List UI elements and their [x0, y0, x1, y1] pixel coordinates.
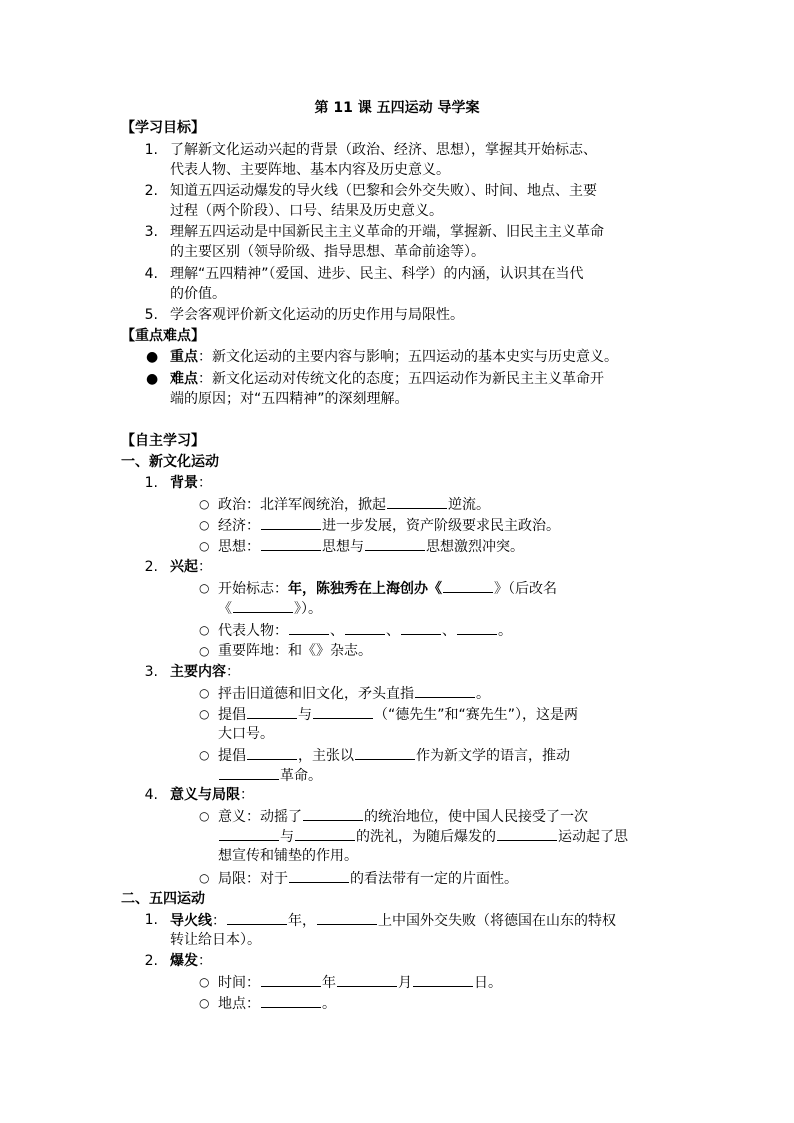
- item-number: 4.: [144, 787, 158, 803]
- fill-blank[interactable]: [313, 704, 373, 719]
- section-may-fourth-movement: 二、五四运动: [121, 891, 205, 907]
- fill-blank[interactable]: [401, 620, 441, 635]
- background-thought: 思想： 思想与 思想激烈冲突。: [218, 536, 524, 557]
- difficult-label: 难点: [170, 371, 198, 387]
- keypoints-heading: 【重点难点】: [121, 328, 205, 344]
- content-advocate-cont: 大口号。: [218, 726, 274, 742]
- fill-blank[interactable]: [457, 620, 497, 635]
- significance-label: 意义与局限: [170, 787, 240, 803]
- bullet-icon: ●: [146, 371, 159, 387]
- fill-blank[interactable]: [387, 494, 447, 509]
- objective-number: 2.: [144, 183, 158, 199]
- objective-text: 的价值。: [170, 286, 226, 302]
- item-number: 2.: [144, 559, 158, 575]
- trigger-text-cont: 转让给日本）。: [170, 932, 261, 948]
- circle-bullet-icon: ○: [199, 623, 210, 637]
- fill-blank[interactable]: [443, 578, 493, 593]
- fill-blank[interactable]: [413, 972, 473, 987]
- objectives-heading: 【学习目标】: [121, 120, 205, 136]
- worksheet-page: 第 11 课 五四运动 导学案 【学习目标】 1. 了解新文化运动兴起的背景（政治、经济、思想），掌握其开始标志、 代表人物、主要阵地、基本内容及历史意义。 2. 知道五四运动爆发的导火线（巴黎和会外交失败）、时间、地点、主要 过程（两个阶段）、口号、结果及历史意义。 3. 理解五四运动是中国新民主主义革命的开端，掌握新、旧民主主义革命 的主要区别（领导阶级、指导思想、革命前途等）。 4. 理解“五四精神”（爱国、进步、民主、科学）的内涵，认识其在当代 的价值。 5. 学会客观评价新文化运动的历史作用与局限性。 【重点难点】 ● 重点：新文化运动的主要内容与影响；五四运动的基本史实与历史意义。 ● 难点：新文化运动对传统文化的态度；五四运动作为新民主主义革命开 端的原因；对“五四精神”的深刻理解。 【自主学习】 一、新文化运动 1. 背景： ○ 政治：北洋军阀统治，掀起 逆流。 ○ 经济： 进一步发展，资产阶级要求民主政治。 ○ 思想： 思想与 思想激烈冲突。 2. 兴起： ○ 开始标志：年，陈独秀在上海创办《 》（后改名 《 》）。 ○ 代表人物： 、 、 、 。 ○ 重要阵地：和《》杂志。 3. 主要内容： ○ 抨击旧道德和旧文化，矛头直指 。 ○ 提倡 与 （“德先生”和“赛先生”），这是两 大口号。 ○ 提倡 ，主张以 作为新文学的语言，推动 革命。 4. 意义与局限： ○ 意义：动摇了 的统治地位，使中国人民接受了一次 与 的洗礼，为随后爆发的 运动起了思 想宣传和铺垫的作用。 ○ 局限：对于 的看法带有一定的片面性。 二、五四运动 1. 导火线： 年， 上中国外交失败（将德国在山东的特权 转让给日本）。 2. 爆发： ○ 时间： 年 月 日。 ○ 地点： 。: [0, 0, 794, 1123]
- fill-blank[interactable]: [415, 683, 475, 698]
- fill-blank[interactable]: [289, 868, 349, 883]
- objective-number: 1.: [144, 142, 158, 158]
- fill-blank[interactable]: [261, 993, 321, 1008]
- item-number: 2.: [144, 953, 158, 969]
- page-title: 第 11 课 五四运动 导学案: [314, 100, 480, 116]
- circle-bullet-icon: ○: [199, 975, 210, 989]
- main-content-label: 主要内容: [170, 664, 226, 680]
- rise-label: 兴起: [170, 559, 198, 575]
- limitation-text: 局限：对于 的看法带有一定的片面性。: [218, 868, 518, 889]
- fill-blank[interactable]: [227, 910, 287, 925]
- circle-bullet-icon: ○: [199, 809, 210, 823]
- objective-text: 知道五四运动爆发的导火线（巴黎和会外交失败）、时间、地点、主要: [170, 183, 597, 199]
- item-number: 1.: [144, 912, 158, 928]
- fill-blank[interactable]: [219, 826, 279, 841]
- objective-text: 了解新文化运动兴起的背景（政治、经济、思想），掌握其开始标志、: [170, 142, 597, 158]
- outbreak-label: 爆发: [170, 953, 198, 969]
- objective-text: 的主要区别（领导阶级、指导思想、革命前途等）。: [170, 244, 485, 260]
- fill-blank[interactable]: [345, 620, 385, 635]
- trigger-label: 导火线: [170, 913, 212, 929]
- background-economy: 经济： 进一步发展，资产阶级要求民主政治。: [218, 515, 560, 536]
- fill-blank[interactable]: [261, 515, 321, 530]
- significance-text-cont: 与 的洗礼，为随后爆发的 运动起了思: [218, 826, 628, 847]
- outbreak-time: 时间： 年 月 日。: [218, 972, 502, 993]
- focus-label: 重点: [170, 349, 198, 365]
- circle-bullet-icon: ○: [199, 539, 210, 553]
- circle-bullet-icon: ○: [199, 686, 210, 700]
- content-advocate-vernacular-cont: 革命。: [218, 765, 322, 786]
- fill-blank[interactable]: [233, 598, 293, 613]
- fill-blank[interactable]: [355, 745, 415, 760]
- difficult-text: ：新文化运动对传统文化的态度；五四运动作为新民主主义革命开: [198, 371, 604, 387]
- fill-blank[interactable]: [303, 806, 363, 821]
- fill-blank[interactable]: [337, 972, 397, 987]
- background-politics: 政治：北洋军阀统治，掀起 逆流。: [218, 494, 490, 515]
- circle-bullet-icon: ○: [199, 518, 210, 532]
- rise-position: 重要阵地：和《》杂志。: [218, 643, 372, 659]
- significance-text-end: 想宣传和铺垫的作用。: [218, 848, 358, 864]
- fill-blank[interactable]: [365, 536, 425, 551]
- item-number: 1.: [144, 475, 158, 491]
- circle-bullet-icon: ○: [199, 644, 210, 658]
- trigger-text: 导火线： 年， 上中国外交失败（将德国在山东的特权: [170, 910, 616, 931]
- circle-bullet-icon: ○: [199, 871, 210, 885]
- fill-blank[interactable]: [261, 536, 321, 551]
- fill-blank[interactable]: [261, 972, 321, 987]
- circle-bullet-icon: ○: [199, 497, 210, 511]
- outbreak-place: 地点： 。: [218, 993, 336, 1014]
- self-study-heading: 【自主学习】: [121, 433, 205, 449]
- objective-text: 过程（两个阶段）、口号、结果及历史意义。: [170, 203, 443, 219]
- bullet-icon: ●: [146, 349, 159, 365]
- objective-text: 理解五四运动是中国新民主主义革命的开端，掌握新、旧民主主义革命: [170, 224, 604, 240]
- fill-blank[interactable]: [497, 826, 557, 841]
- fill-blank[interactable]: [295, 826, 355, 841]
- circle-bullet-icon: ○: [199, 581, 210, 595]
- content-attack: 抨击旧道德和旧文化，矛头直指 。: [218, 683, 490, 704]
- fill-blank[interactable]: [219, 765, 279, 780]
- rise-representatives: 代表人物： 、 、 、 。: [218, 620, 512, 641]
- circle-bullet-icon: ○: [199, 707, 210, 721]
- rise-start-sign-cont: 《 》）。: [218, 598, 322, 619]
- objective-number: 5.: [144, 307, 158, 323]
- fill-blank[interactable]: [289, 620, 329, 635]
- fill-blank[interactable]: [247, 745, 297, 760]
- objective-text: 理解“五四精神”（爱国、进步、民主、科学）的内涵，认识其在当代: [170, 266, 584, 282]
- circle-bullet-icon: ○: [199, 996, 210, 1010]
- item-number: 3.: [144, 664, 158, 680]
- content-advocate-vernacular: 提倡 ，主张以 作为新文学的语言，推动: [218, 745, 570, 766]
- rise-start-sign: 开始标志：年，陈独秀在上海创办《 》（后改名: [218, 578, 557, 599]
- significance-text: 意义：动摇了 的统治地位，使中国人民接受了一次: [218, 806, 588, 827]
- section-new-culture-movement: 一、新文化运动: [121, 454, 219, 470]
- objective-number: 3.: [144, 224, 158, 240]
- background-label: 背景: [170, 475, 198, 491]
- focus-text: ：新文化运动的主要内容与影响；五四运动的基本史实与历史意义。: [198, 349, 618, 365]
- fill-blank[interactable]: [317, 910, 377, 925]
- circle-bullet-icon: ○: [199, 748, 210, 762]
- difficult-text: 端的原因；对“五四精神”的深刻理解。: [170, 391, 409, 407]
- content-advocate-democracy-science: 提倡 与 （“德先生”和“赛先生”），这是两: [218, 704, 578, 725]
- objective-text: 代表人物、主要阵地、基本内容及历史意义。: [170, 162, 450, 178]
- fill-blank[interactable]: [247, 704, 297, 719]
- objective-text: 学会客观评价新文化运动的历史作用与局限性。: [170, 307, 464, 323]
- objective-number: 4.: [144, 266, 158, 282]
